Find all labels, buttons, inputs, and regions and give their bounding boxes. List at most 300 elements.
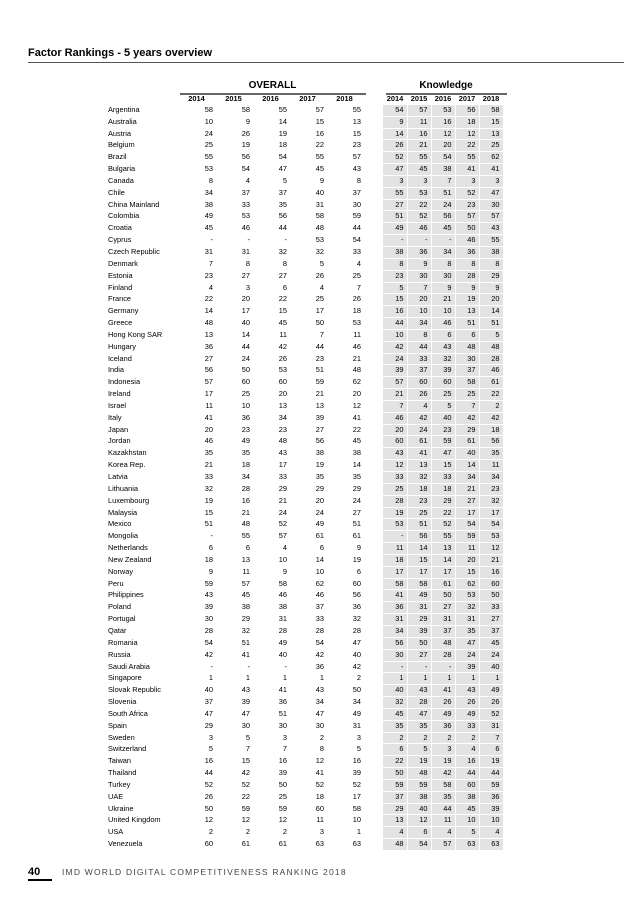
knowledge-rank-cell: 21 (455, 483, 479, 495)
knowledge-rank-cell: 32 (455, 602, 479, 614)
spacer (363, 495, 383, 507)
overall-rank-cell: 55 (278, 105, 287, 115)
country-cell: USA (108, 827, 124, 837)
knowledge-rank-cell: 50 (383, 768, 407, 780)
overall-rank-cell: 12 (278, 815, 287, 825)
overall-rank-cell: 44 (315, 341, 324, 351)
spacer (363, 140, 383, 152)
knowledge-rank-cell: 56 (383, 637, 407, 649)
table-row (108, 531, 503, 543)
overall-rank-cell: 13 (315, 400, 324, 410)
spacer (363, 732, 383, 744)
overall-rank-cell: 42 (352, 661, 361, 671)
knowledge-rank-cell: 10 (431, 306, 455, 318)
knowledge-rank-cell: 16 (455, 756, 479, 768)
knowledge-rank-cell: 27 (455, 495, 479, 507)
overall-rank-cell: 5 (356, 744, 361, 754)
knowledge-rank-cell: 41 (383, 590, 407, 602)
spacer (363, 756, 383, 768)
knowledge-rank-cell: 46 (383, 412, 407, 424)
knowledge-rank-cell: 36 (455, 246, 479, 258)
overall-rank-cell: 38 (352, 448, 361, 458)
knowledge-rank-cell: 61 (431, 578, 455, 590)
overall-rank-cell: 33 (241, 199, 250, 209)
overall-rank-cell: 46 (278, 590, 287, 600)
year-header-row (108, 94, 503, 105)
overall-rank-cell: 53 (352, 318, 361, 328)
overall-rank-cell: 43 (241, 685, 250, 695)
knowledge-rank-cell: 2 (455, 732, 479, 744)
table-row (108, 223, 503, 235)
country-cell: Mexico (108, 519, 132, 529)
spacer (363, 175, 383, 187)
knowledge-rank-cell: 58 (455, 377, 479, 389)
spacer (363, 803, 383, 815)
knowledge-rank-cell: 20 (455, 554, 479, 566)
country-cell: Australia (108, 116, 137, 126)
table-row (108, 140, 503, 152)
overall-year-header: 2014 (188, 94, 205, 103)
knowledge-rank-cell: 10 (455, 815, 479, 827)
country-cell: Lithuania (108, 483, 138, 493)
overall-rank-cell: 18 (315, 791, 324, 801)
knowledge-rank-cell: 28 (431, 649, 455, 661)
overall-rank-cell: 63 (352, 839, 361, 849)
overall-rank-cell: 32 (315, 246, 324, 256)
knowledge-rank-cell: - (383, 235, 407, 247)
country-cell: Finland (108, 282, 133, 292)
overall-rank-cell: 19 (352, 554, 361, 564)
knowledge-rank-cell: 23 (455, 199, 479, 211)
overall-rank-cell: 58 (315, 211, 324, 221)
knowledge-rank-cell: 10 (383, 329, 407, 341)
overall-rank-cell: 55 (352, 105, 361, 115)
overall-rank-cell: 56 (278, 211, 287, 221)
spacer (363, 531, 383, 543)
knowledge-rank-cell: 47 (383, 164, 407, 176)
overall-rank-cell: 16 (315, 128, 324, 138)
overall-rank-cell: 51 (315, 365, 324, 375)
overall-rank-cell: 7 (245, 744, 250, 754)
overall-rank-cell: 35 (241, 448, 250, 458)
spacer (363, 566, 383, 578)
overall-rank-cell: - (247, 661, 250, 671)
knowledge-rank-cell: 5 (455, 827, 479, 839)
knowledge-rank-cell: 3 (383, 175, 407, 187)
overall-rank-cell: 7 (319, 329, 324, 339)
knowledge-rank-cell: 26 (407, 389, 431, 401)
overall-rank-cell: 18 (352, 306, 361, 316)
knowledge-rank-cell: 22 (407, 199, 431, 211)
knowledge-rank-cell: 49 (431, 708, 455, 720)
country-cell: Russia (108, 649, 131, 659)
overall-rank-cell: 37 (241, 187, 250, 197)
knowledge-rank-cell: 28 (455, 270, 479, 282)
overall-rank-cell: 56 (315, 436, 324, 446)
country-cell: South Africa (108, 708, 148, 718)
overall-rank-cell: 25 (352, 270, 361, 280)
knowledge-rank-cell: 47 (455, 637, 479, 649)
overall-rank-cell: 2 (282, 827, 287, 837)
overall-rank-cell: 33 (278, 472, 287, 481)
overall-rank-cell: 57 (204, 377, 213, 387)
knowledge-rank-cell: 62 (479, 152, 503, 164)
table-row (108, 152, 503, 164)
country-cell: Israel (108, 400, 127, 410)
country-cell: Netherlands (108, 543, 148, 553)
knowledge-rank-cell: 50 (455, 223, 479, 235)
overall-rank-cell: 62 (352, 377, 361, 387)
overall-rank-cell: 58 (352, 803, 361, 813)
overall-rank-cell: 43 (315, 685, 324, 695)
overall-rank-cell: 10 (204, 116, 213, 126)
overall-rank-cell: 48 (278, 436, 287, 446)
knowledge-rank-cell: 51 (383, 211, 407, 223)
knowledge-rank-cell: 10 (407, 306, 431, 318)
knowledge-rank-cell: 35 (407, 720, 431, 732)
country-cell: Venezuela (108, 839, 143, 849)
spacer (363, 377, 383, 389)
overall-rank-cell: 11 (316, 815, 324, 825)
overall-rank-cell: 26 (352, 294, 361, 304)
knowledge-rank-cell: 23 (383, 270, 407, 282)
knowledge-rank-cell: 38 (479, 246, 503, 258)
country-cell: Hungary (108, 341, 136, 351)
knowledge-rank-cell: 13 (479, 128, 503, 140)
knowledge-rank-cell: 19 (407, 756, 431, 768)
country-cell: Spain (108, 720, 127, 730)
overall-rank-cell: 34 (241, 472, 250, 481)
knowledge-rank-cell: 57 (431, 839, 455, 851)
knowledge-rank-cell: 59 (455, 531, 479, 543)
overall-rank-cell: 29 (352, 483, 361, 493)
knowledge-rank-cell: 22 (431, 507, 455, 519)
knowledge-rank-cell: 39 (383, 365, 407, 377)
country-cell: Chile (108, 187, 125, 197)
overall-rank-cell: 10 (352, 815, 361, 825)
table-row (108, 377, 503, 389)
knowledge-rank-cell: 17 (479, 507, 503, 519)
knowledge-rank-cell: 31 (407, 602, 431, 614)
overall-rank-cell: 3 (245, 282, 250, 292)
knowledge-rank-cell: 36 (407, 246, 431, 258)
overall-rank-cell: 4 (208, 282, 213, 292)
knowledge-rank-cell: 56 (431, 211, 455, 223)
country-cell: Argentina (108, 105, 140, 115)
knowledge-rank-cell: 60 (455, 779, 479, 791)
overall-rank-cell: 1 (245, 673, 250, 683)
knowledge-rank-cell: 18 (479, 424, 503, 436)
overall-rank-cell: 25 (241, 389, 250, 399)
country-cell: Slovak Republic (108, 685, 161, 695)
knowledge-rank-cell: 43 (455, 685, 479, 697)
overall-rank-cell: 40 (241, 318, 250, 328)
overall-rank-cell: 12 (241, 815, 250, 825)
overall-rank-cell: 39 (315, 412, 324, 422)
knowledge-rank-cell: 49 (479, 685, 503, 697)
overall-year-header: 2016 (262, 94, 279, 103)
table-row (108, 614, 503, 626)
spacer (363, 661, 383, 673)
knowledge-rank-cell: 45 (383, 708, 407, 720)
knowledge-rank-cell: 39 (479, 803, 503, 815)
overall-rank-cell: 35 (352, 472, 361, 481)
overall-rank-cell: 20 (278, 389, 287, 399)
overall-rank-cell: 30 (315, 720, 324, 730)
knowledge-rank-cell: 14 (479, 306, 503, 318)
knowledge-rank-cell: 41 (479, 164, 503, 176)
overall-rank-cell: 26 (315, 270, 324, 280)
overall-rank-cell: 25 (278, 791, 287, 801)
overall-rank-cell: 9 (356, 543, 361, 553)
overall-rank-cell: 56 (241, 152, 250, 162)
overall-rank-cell: 7 (208, 258, 213, 268)
knowledge-rank-cell: 59 (479, 779, 503, 791)
knowledge-rank-cell: - (407, 661, 431, 673)
spacer (363, 460, 383, 472)
spacer (363, 282, 383, 294)
overall-rank-cell: 52 (204, 779, 213, 789)
knowledge-rank-cell: 54 (455, 519, 479, 531)
overall-rank-cell: 52 (352, 779, 361, 789)
knowledge-rank-cell: 39 (455, 661, 479, 673)
overall-rank-cell: 3 (356, 732, 361, 742)
overall-rank-cell: 14 (204, 306, 213, 316)
table-row (108, 697, 503, 709)
knowledge-rank-cell: 40 (455, 448, 479, 460)
knowledge-rank-cell: 52 (455, 187, 479, 199)
spacer (363, 483, 383, 495)
knowledge-rank-cell: 24 (479, 649, 503, 661)
table-row (108, 578, 503, 590)
knowledge-rank-cell: 13 (455, 306, 479, 318)
overall-rank-cell: 54 (241, 164, 250, 174)
overall-year-header: 2018 (336, 94, 353, 103)
country-cell: New Zealand (108, 554, 152, 564)
table-row (108, 720, 503, 732)
overall-rank-cell: 8 (282, 258, 287, 268)
spacer (363, 211, 383, 223)
overall-rank-cell: 48 (204, 318, 213, 328)
knowledge-rank-cell: 42 (407, 412, 431, 424)
knowledge-rank-cell: 24 (431, 199, 455, 211)
overall-rank-cell: 39 (352, 768, 361, 778)
overall-rank-cell: 52 (241, 779, 250, 789)
knowledge-rank-cell: 15 (383, 294, 407, 306)
country-cell: Canada (108, 175, 134, 185)
overall-rank-cell: 6 (245, 543, 250, 553)
overall-rank-cell: 22 (241, 791, 250, 801)
overall-rank-cell: 58 (241, 105, 250, 115)
spacer (363, 543, 383, 555)
knowledge-rank-cell: 4 (407, 400, 431, 412)
knowledge-rank-cell: 57 (383, 377, 407, 389)
country-cell: Greece (108, 318, 133, 328)
overall-rank-cell: 11 (279, 329, 287, 339)
knowledge-rank-cell: 22 (479, 389, 503, 401)
table-row (108, 566, 503, 578)
overall-rank-cell: 7 (282, 744, 287, 754)
overall-rank-cell: 32 (204, 483, 213, 493)
table-row (108, 341, 503, 353)
spacer (363, 720, 383, 732)
knowledge-rank-cell: 45 (455, 803, 479, 815)
country-cell: Denmark (108, 258, 138, 268)
country-cell: Luxembourg (108, 495, 150, 505)
knowledge-rank-cell: 10 (479, 815, 503, 827)
country-cell: Brazil (108, 152, 127, 162)
knowledge-rank-cell: 4 (383, 827, 407, 839)
knowledge-rank-cell: 34 (431, 246, 455, 258)
overall-rank-cell: 6 (356, 566, 361, 576)
overall-rank-cell: - (210, 661, 213, 671)
knowledge-rank-cell: 52 (479, 708, 503, 720)
knowledge-rank-cell: 15 (407, 554, 431, 566)
overall-rank-cell: 11 (353, 329, 361, 339)
overall-rank-cell: 24 (204, 128, 213, 138)
overall-rank-cell: 20 (204, 424, 213, 434)
overall-rank-cell: 24 (278, 507, 287, 517)
knowledge-rank-cell: 24 (455, 649, 479, 661)
overall-rank-cell: 42 (204, 649, 213, 659)
table-row (108, 211, 503, 223)
table-row (108, 116, 503, 128)
spacer (363, 199, 383, 211)
overall-rank-cell: 21 (315, 389, 324, 399)
overall-rank-cell: 17 (204, 389, 213, 399)
overall-rank-cell: 51 (241, 637, 250, 647)
overall-rank-cell: 3 (319, 827, 324, 837)
spacer (363, 673, 383, 685)
table-row (108, 756, 503, 768)
table-row (108, 164, 503, 176)
knowledge-rank-cell: 7 (407, 282, 431, 294)
overall-rank-cell: 44 (241, 341, 250, 351)
overall-rank-cell: 15 (352, 128, 361, 138)
table-row (108, 105, 503, 116)
knowledge-rank-cell: 53 (431, 105, 455, 116)
overall-rank-cell: 5 (282, 175, 287, 185)
overall-rank-cell: 40 (204, 685, 213, 695)
knowledge-rank-cell: 60 (431, 377, 455, 389)
spacer (363, 412, 383, 424)
overall-rank-cell: 61 (352, 531, 361, 541)
knowledge-rank-cell: 43 (479, 223, 503, 235)
knowledge-rank-cell: 9 (383, 116, 407, 128)
country-cell: China Mainland (108, 199, 160, 209)
overall-rank-cell: 8 (208, 175, 213, 185)
knowledge-rank-cell: 32 (383, 697, 407, 709)
overall-rank-cell: - (210, 235, 213, 245)
table-row (108, 543, 503, 555)
page-title: Factor Rankings - 5 years overview (28, 47, 213, 59)
knowledge-rank-cell: 54 (383, 105, 407, 116)
table-row (108, 744, 503, 756)
knowledge-rank-cell: 44 (431, 803, 455, 815)
overall-rank-cell: 33 (352, 246, 361, 256)
knowledge-rank-cell: 39 (431, 365, 455, 377)
overall-rank-cell: 57 (352, 152, 361, 162)
table-row (108, 815, 503, 827)
knowledge-rank-cell: 51 (479, 318, 503, 330)
overall-rank-cell: 57 (315, 105, 324, 115)
spacer (363, 223, 383, 235)
rankings-body (108, 105, 503, 851)
spacer (363, 768, 383, 780)
overall-rank-cell: 4 (245, 175, 250, 185)
country-cell: United Kingdom (108, 815, 161, 825)
overall-rank-cell: 45 (352, 436, 361, 446)
knowledge-rank-cell: 49 (455, 708, 479, 720)
overall-rank-cell: 50 (241, 365, 250, 375)
overall-rank-cell: 53 (278, 365, 287, 375)
knowledge-rank-cell: - (431, 235, 455, 247)
spacer (363, 128, 383, 140)
table-row (108, 839, 503, 851)
knowledge-rank-cell: 15 (455, 566, 479, 578)
knowledge-rank-cell: 40 (407, 803, 431, 815)
knowledge-rank-cell: 11 (479, 460, 503, 472)
country-cell: Croatia (108, 223, 132, 233)
table-row (108, 187, 503, 199)
knowledge-rank-cell: 9 (455, 282, 479, 294)
overall-rank-cell: 63 (315, 839, 324, 849)
table-row (108, 389, 503, 401)
overall-rank-cell: 38 (204, 199, 213, 209)
overall-rank-cell: 11 (242, 566, 250, 576)
table-row (108, 246, 503, 258)
country-cell: Indonesia (108, 377, 141, 387)
knowledge-rank-cell: 55 (479, 235, 503, 247)
overall-rank-cell: 49 (241, 436, 250, 446)
knowledge-rank-cell: 37 (455, 365, 479, 377)
overall-rank-cell: 32 (278, 246, 287, 256)
spacer (363, 318, 383, 330)
knowledge-rank-cell: 52 (407, 211, 431, 223)
spacer (363, 116, 383, 128)
knowledge-rank-cell: 54 (407, 839, 431, 851)
knowledge-rank-cell: 33 (455, 720, 479, 732)
knowledge-rank-cell: 1 (383, 673, 407, 685)
overall-rank-cell: 47 (241, 708, 250, 718)
knowledge-rank-cell: 35 (431, 791, 455, 803)
knowledge-rank-cell: 1 (479, 673, 503, 685)
country-cell: Cyprus (108, 235, 132, 245)
knowledge-rank-cell: 13 (407, 460, 431, 472)
knowledge-rank-cell: 2 (407, 732, 431, 744)
overall-rank-cell: 22 (278, 294, 287, 304)
knowledge-rank-cell: 11 (383, 543, 407, 555)
country-cell: Malaysia (108, 507, 138, 517)
knowledge-rank-cell: 50 (431, 590, 455, 602)
table-row (108, 400, 503, 412)
overall-rank-cell: 32 (241, 625, 250, 635)
knowledge-rank-cell: 7 (431, 175, 455, 187)
overall-rank-cell: 30 (278, 720, 287, 730)
knowledge-year-header: 2015 (410, 94, 428, 103)
spacer (363, 637, 383, 649)
overall-rank-cell: 28 (204, 625, 213, 635)
knowledge-rank-cell: 53 (479, 531, 503, 543)
table-row (108, 602, 503, 614)
overall-rank-cell: 40 (278, 649, 287, 659)
knowledge-rank-cell: 34 (383, 625, 407, 637)
overall-rank-cell: 61 (278, 839, 287, 849)
knowledge-rank-cell: 1 (455, 673, 479, 685)
knowledge-rank-cell: 14 (431, 554, 455, 566)
overall-rank-cell: 19 (241, 140, 250, 150)
country-cell: Saudi Arabia (108, 661, 150, 671)
